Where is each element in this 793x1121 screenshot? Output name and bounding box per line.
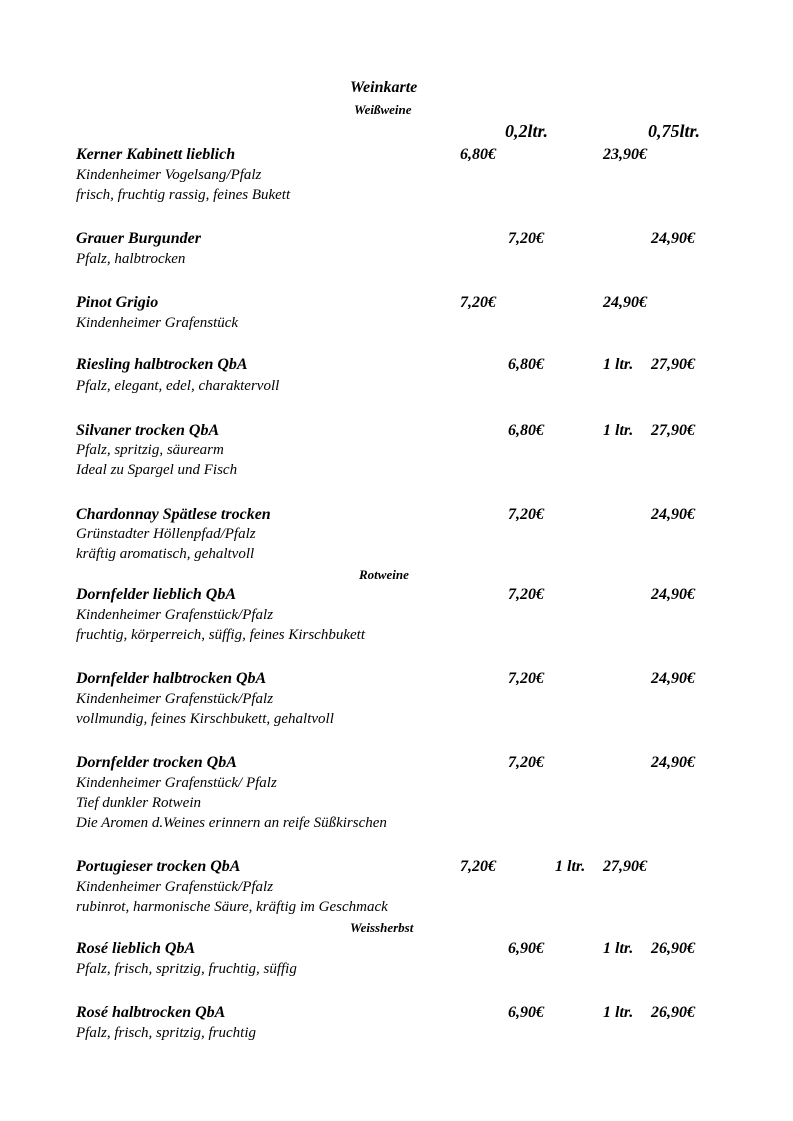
wine-unit: 1 ltr. [603,356,634,373]
wine-description: Pfalz, halbtrocken [76,251,186,267]
wine-price-large: 24,90€ [651,670,695,687]
wine-description: Die Aromen d.Weines erinnern an reife Süßkirschen [76,815,387,831]
wine-price-small: 6,90€ [508,1004,544,1021]
wine-price-small: 7,20€ [508,754,544,771]
wine-unit: 1 ltr. [603,422,634,439]
page-title: Weinkarte [350,79,418,96]
wine-name: Riesling halbtrocken QbA [76,356,248,373]
wine-description: Pfalz, frisch, spritzig, fruchtig, süffig [76,961,297,977]
wine-price-small: 7,20€ [508,586,544,603]
wine-price-large: 24,90€ [651,586,695,603]
wine-price-small: 7,20€ [460,858,496,875]
column-header-small: 0,2ltr. [505,121,549,141]
section-heading-red-wines: Rotweine [359,567,409,582]
wine-description: Kindenheimer Grafenstück [76,315,239,331]
wine-price-small: 7,20€ [460,294,496,311]
wine-description: vollmundig, feines Kirschbukett, gehaltvoll [76,711,334,727]
wine-price-small: 7,20€ [508,670,544,687]
wine-price-large: 24,90€ [603,294,647,311]
wine-description: Pfalz, frisch, spritzig, fruchtig [76,1025,257,1041]
section-heading-white-wines: Weißweine [354,102,412,117]
wine-price-small: 6,90€ [508,940,544,957]
wine-name: Silvaner trocken QbA [76,422,220,439]
wine-description: Tief dunkler Rotwein [76,795,201,811]
wine-name: Kerner Kabinett lieblich [76,146,236,163]
wine-description: kräftig aromatisch, gehaltvoll [76,546,255,562]
wine-unit: 1 ltr. [603,940,634,957]
wine-name: Dornfelder trocken QbA [76,754,237,771]
wine-price-large: 24,90€ [651,506,695,523]
wine-description: Pfalz, elegant, edel, charaktervoll [76,378,280,394]
wine-price-small: 6,80€ [508,356,544,373]
column-header-large: 0,75ltr. [648,121,701,141]
wine-description: fruchtig, körperreich, süffig, feines Kirschbukett [76,627,365,643]
wine-price-large: 27,90€ [603,858,647,875]
wine-price-large: 23,90€ [603,146,647,163]
wine-price-large: 26,90€ [651,1004,695,1021]
wine-name: Dornfelder lieblich QbA [76,586,236,603]
wine-description: Ideal zu Spargel und Fisch [76,462,238,478]
wine-name: Chardonnay Spätlese trocken [76,506,271,523]
wine-price-large: 24,90€ [651,230,695,247]
wine-name: Rosé lieblich QbA [76,940,196,957]
wine-description: Pfalz, spritzig, säurearm [76,442,224,458]
wine-price-large: 27,90€ [651,356,695,373]
wine-price-small: 6,80€ [460,146,496,163]
wine-price-large: 27,90€ [651,422,695,439]
section-heading-rose-wines: Weissherbst [350,920,414,935]
wine-description: Kindenheimer Grafenstück/Pfalz [76,879,274,895]
wine-price-large: 24,90€ [651,754,695,771]
wine-price-small: 7,20€ [508,506,544,523]
wine-description: Grünstadter Höllenpfad/Pfalz [76,526,256,542]
wine-name: Portugieser trocken QbA [76,858,241,875]
wine-name: Dornfelder halbtrocken QbA [76,670,267,687]
wine-description: Kindenheimer Grafenstück/Pfalz [76,607,274,623]
wine-price-small: 6,80€ [508,422,544,439]
wine-price-small: 7,20€ [508,230,544,247]
wine-description: rubinrot, harmonische Säure, kräftig im Geschmack [76,899,388,915]
wine-description: Kindenheimer Grafenstück/ Pfalz [76,775,277,791]
wine-unit: 1 ltr. [555,858,586,875]
wine-description: Kindenheimer Vogelsang/Pfalz [76,167,262,183]
wine-name: Grauer Burgunder [76,230,201,247]
wine-description: Kindenheimer Grafenstück/Pfalz [76,691,274,707]
wine-description: frisch, fruchtig rassig, feines Bukett [76,187,291,203]
wine-unit: 1 ltr. [603,1004,634,1021]
wine-name: Pinot Grigio [76,294,159,311]
wine-price-large: 26,90€ [651,940,695,957]
wine-name: Rosé halbtrocken QbA [76,1004,226,1021]
